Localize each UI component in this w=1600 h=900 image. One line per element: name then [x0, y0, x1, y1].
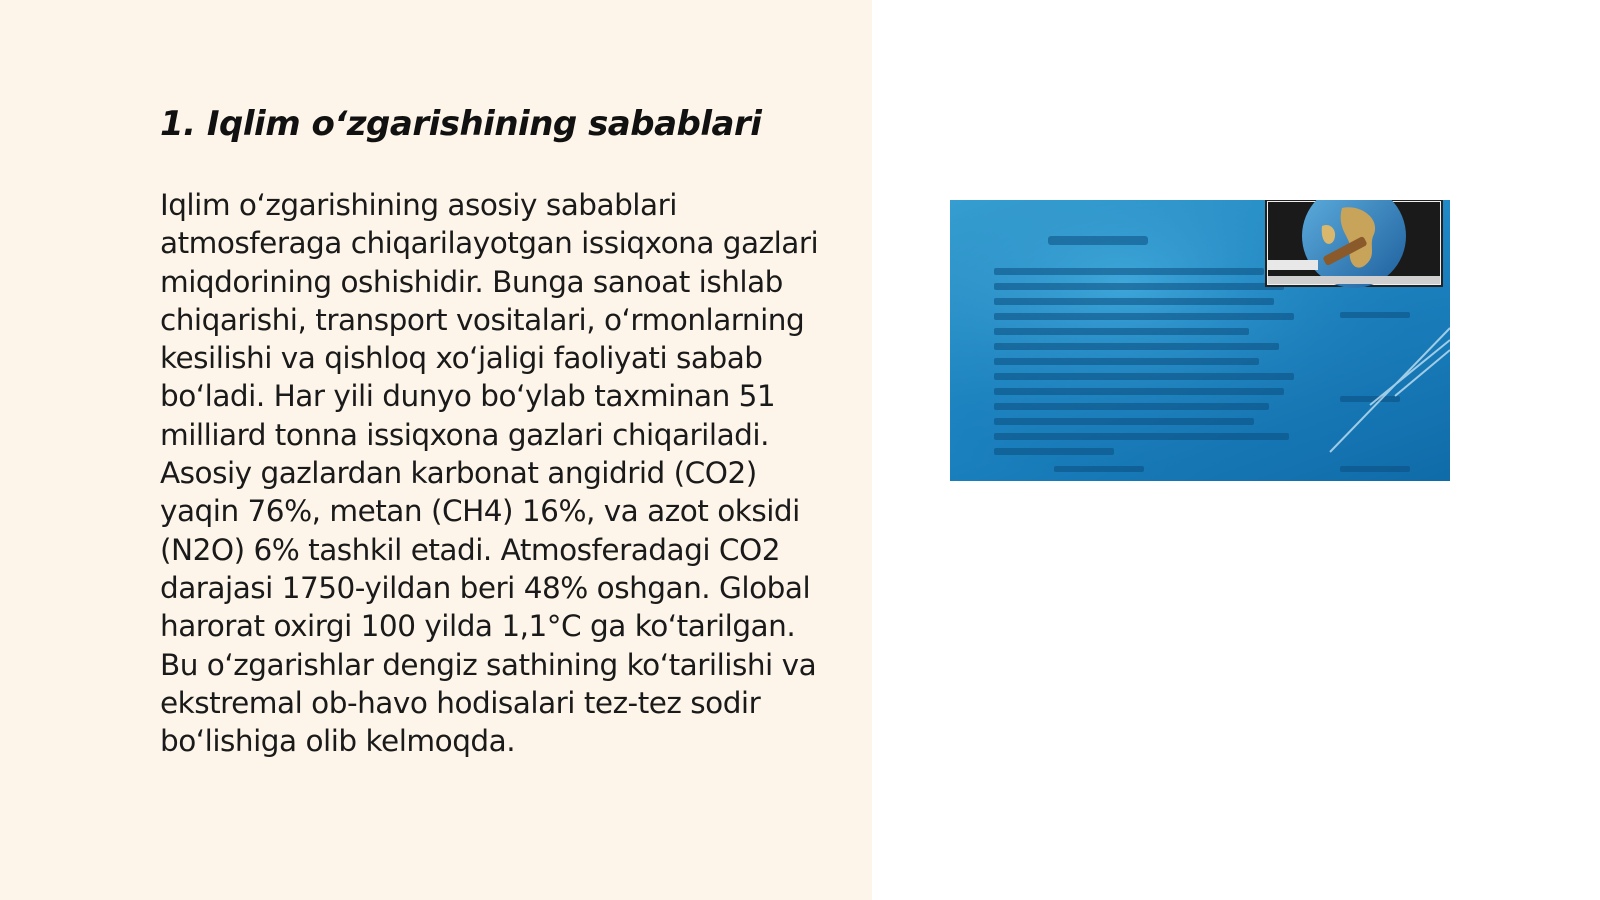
slide-title: 1. Iqlim o‘zgarishining sabablari: [160, 104, 762, 144]
embedded-slide-picture: [950, 200, 1450, 481]
slide-body-text: Iqlim o‘zgarishining asosiy sabablari atmosferaga chiqarilayotgan issiqxona gazlari miqdorining oshishidir. Bunga sanoat ishlab chiqarishi, transport vositalari, o‘rmonlarning kesilishi va qishloq xo‘jaligi faoliyati sabab bo‘ladi. Har yili dunyo bo‘ylab taxminan 51 milliard tonna issiqxona gazlari chiqariladi. Asosiy gazlardan karbonat angidrid (CO2) yaqin 76%, metan (CH4) 16%, va azot oksidi (N2O) 6% tashkil etadi. Atmosferadagi CO2 darajasi 1750-yildan beri 48% oshgan. Global harorat oxirgi 100 yilda 1,1°C ga ko‘tarilgan. Bu o‘zgarishlar dengiz sathining ko‘tarilishi va ekstremal ob-havo hodisalari tez-tez sodir bo‘lishiga olib kelmoqda.: [160, 188, 819, 759]
globe-picture-icon: [1266, 200, 1442, 288]
embedded-slide-image: [950, 200, 1450, 481]
